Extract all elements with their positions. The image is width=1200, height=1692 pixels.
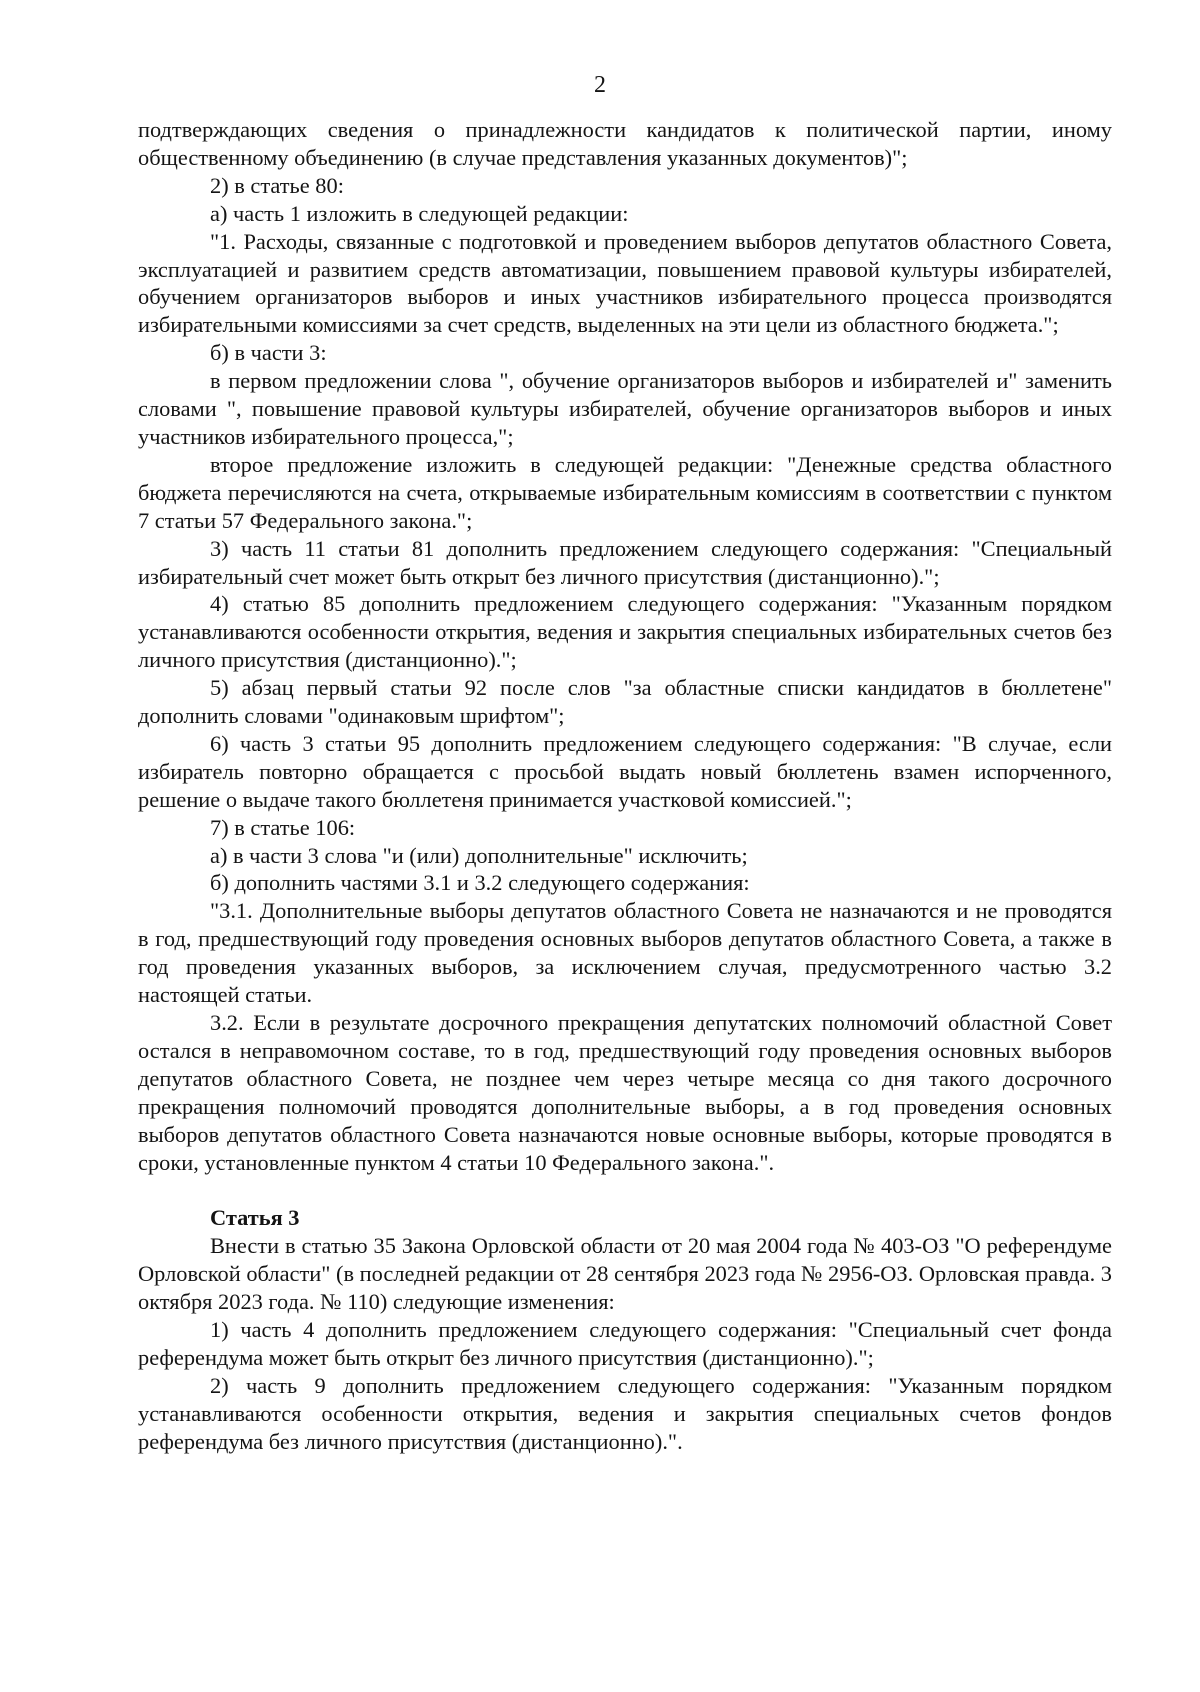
paragraph-item-2b: б) в части 3: — [210, 340, 327, 366]
paragraph-item-3: 3) часть 11 статьи 81 дополнить предложением следующего содержания: "Специальный избирательный счет может быть открыт без личного присутствия (дистанционно)."; — [138, 535, 1112, 589]
article-heading: Статья 3 — [210, 1205, 300, 1231]
paragraph-part-3-2: 3.2. Если в результате досрочного прекращения депутатских полномочий областной Совет остался в неправомочном составе, то в год, предшествующий году проведения основных выборов депутатов областного Совета, не позднее чем через четыре месяца со дня такого досрочного прекращения полномочий проводятся дополнительные выборы, а в год проведения основных выборов депутатов областного Совета назначаются новые основные выборы, которые проводятся в сроки, установленные пунктом 4 статьи 10 Федерального закона.". — [138, 1010, 1112, 1175]
paragraph-item-7a: а) в части 3 слова "и (или) дополнительные" исключить; — [210, 842, 748, 868]
paragraph-first-sentence: в первом предложении слова ", обучение организаторов выборов и избирателей и" заменить словами ", повышение правовой культуры избирателей, обучение организаторов выборов и иных участников избирательного процесса,"; — [138, 368, 1112, 449]
page-number: 2 — [594, 72, 606, 98]
article-item-2: 2) часть 9 дополнить предложением следующего содержания: "Указанным порядком устанавливаются особенности открытия, ведения и закрытия специальных счетов фондов референдума без личного присутствия (дистанционно).". — [138, 1372, 1112, 1454]
paragraph-item-5: 5) абзац первый статьи 92 после слов "за областные списки кандидатов в бюллетене" дополнить словами "одинаковым шрифтом"; — [138, 675, 1112, 729]
article-item-1: 1) часть 4 дополнить предложением следующего содержания: "Специальный счет фонда референдума может быть открыт без личного присутствия (дистанционно)."; — [138, 1317, 1112, 1370]
paragraph-part-3-1: "3.1. Дополнительные выборы депутатов областного Совета не назначаются и не проводятся в год, предшествующий году проведения основных выборов депутатов областного Совета, а также в год проведения указанных выборов, за исключением случая, предусмотренного частью 3.2 настоящей статьи. — [138, 898, 1112, 1008]
document-body — [138, 116, 1112, 1456]
article-intro: Внести в статью 35 Закона Орловской области от 20 мая 2004 года № 403-ОЗ "О референдуме Орловской области" (в последней редакции от 28 сентября 2023 года № 2956-ОЗ. Орловская правда. 3 октября 2023 года. № 110) следующие изменения: — [138, 1233, 1112, 1315]
paragraph-continuation: подтверждающих сведения о принадлежности кандидатов к политической партии, иному общественному объединению (в случае представления указанных документов)"; — [138, 117, 1112, 170]
paragraph-item-4: 4) статью 85 дополнить предложением следующего содержания: "Указанным порядком устанавливаются особенности открытия, ведения и закрытия специальных избирательных счетов без личного присутствия (дистанционно)."; — [138, 591, 1112, 673]
paragraph-second-sentence: второе предложение изложить в следующей редакции: "Денежные средства областного бюджета перечисляются на счета, открываемые избирательным комиссиям в соответствии с пунктом 7 статьи 57 Федерального закона."; — [138, 451, 1112, 533]
paragraph-item-2a: а) часть 1 изложить в следующей редакции: — [210, 200, 629, 226]
paragraph-item-7: 7) в статье 106: — [210, 814, 356, 840]
paragraph-item-2: 2) в статье 80: — [210, 172, 344, 198]
paragraph-item-6: 6) часть 3 статьи 95 дополнить предложением следующего содержания: "В случае, если избиратель повторно обращается с просьбой выдать новый бюллетень взамен испорченного, решение о выдаче такого бюллетеня принимается участковой комиссией."; — [138, 730, 1112, 812]
paragraph-item-7b: б) дополнить частями 3.1 и 3.2 следующего содержания: — [210, 870, 750, 896]
paragraph-quote-part-1: "1. Расходы, связанные с подготовкой и проведением выборов депутатов областного Совета, эксплуатацией и развитием средств автоматизации, повышением правовой культуры избирателей, обучением организаторов выборов и иных участников избирательного процесса производятся избирательными комиссиями за счет средств, выделенных на эти цели из областного бюджета."; — [138, 228, 1112, 338]
